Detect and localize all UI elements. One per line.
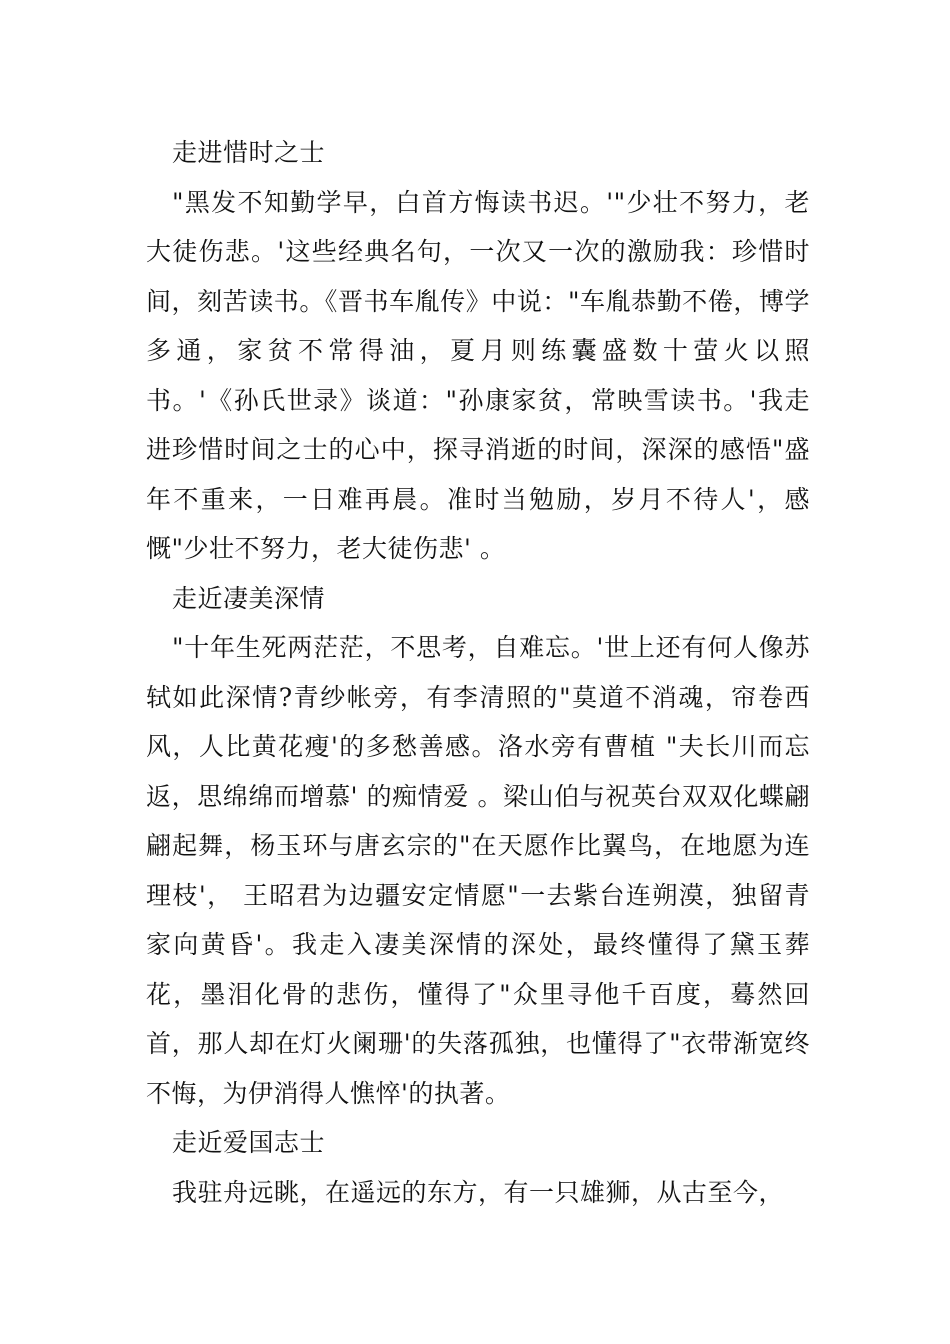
section-paragraph-cherish-time: "黑发不知勤学早，白首方悔读书迟。'"少壮不努力，老大徒伤悲。'这些经典名句，一次又一次的激励我：珍惜时间，刻苦读书。《晋书车胤传》中说："车胤恭勤不倦，博学多通，家贫不常得油，夏月则练囊盛数十萤火以照书。'《孙氏世录》谈道："孙康家贫，常映雪读书。'我走进珍惜时间之士的心中，探寻消逝的时间，深深的感悟"盛年不重来，一日难再晨。准时当勉励，岁月不待人'，感慨"少壮不努力，老大徒伤悲' 。 xyxy=(146,187,810,563)
document-body xyxy=(146,128,810,1217)
section-heading-cherish-time: 走进惜时之士 xyxy=(172,138,326,167)
section-heading-patriots: 走近爱国志士 xyxy=(172,1128,326,1157)
section-paragraph-deep-love: "十年生死两茫茫，不思考，自难忘。'世上还有何人像苏轼如此深情?青纱帐旁，有李清照的"莫道不消魂，帘卷西风，人比黄花瘦'的多愁善感。洛水旁有曹植 "夫长川而忘返，思绵绵而增慕' 的痴情爱 。梁山伯与祝英台双双化蝶翩翩起舞，杨玉环与唐玄宗的"在天愿作比翼鸟，在地愿为连理枝'， 王昭君为边疆安定情愿"一去紫台连朔漠，独留青家向黄昏'。我走入凄美深情的深处，最终懂得了黛玉葬花，墨泪化骨的悲伤，懂得了"众里寻他千百度，蓦然回首，那人却在灯火阑珊'的失落孤独，也懂得了"衣带渐宽终不悔，为伊消得人憔悴'的执著。 xyxy=(146,633,810,1108)
section-heading-deep-love: 走近凄美深情 xyxy=(172,583,326,613)
section-paragraph-patriots: 我驻舟远眺，在遥远的东方，有一只雄狮，从古至今， xyxy=(172,1177,785,1207)
